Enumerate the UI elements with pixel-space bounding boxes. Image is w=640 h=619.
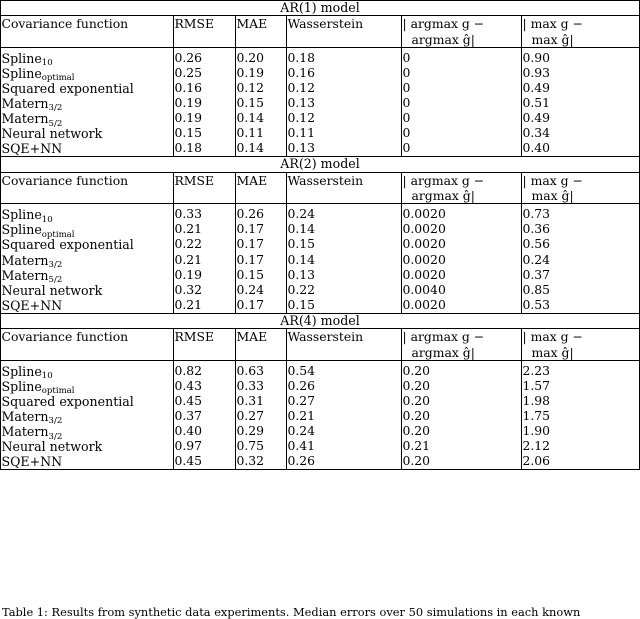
cell-covariance: Matern$_{3/2}$ — [1, 96, 174, 111]
section-title-row — [1, 313, 639, 328]
cell-argmax: 0.20 — [402, 454, 522, 470]
cell-rmse: 0.32 — [174, 283, 236, 298]
cell-mae: 0.17 — [236, 237, 287, 252]
cell-max: 2.23 — [522, 364, 639, 379]
cell-max: 2.06 — [522, 454, 639, 470]
cell-rmse: 0.16 — [174, 81, 236, 96]
col-header-max: | max g − max ĝ| — [522, 16, 639, 47]
table-row — [1, 253, 639, 268]
table-row — [1, 394, 639, 409]
cell-argmax: 0.20 — [402, 379, 522, 394]
cell-covariance: SQE+NN — [1, 454, 174, 470]
cell-max: 0.53 — [522, 298, 639, 314]
table-row — [1, 126, 639, 141]
cell-rmse: 0.19 — [174, 111, 236, 126]
table-row — [1, 51, 639, 66]
cell-wasserstein: 0.18 — [287, 51, 402, 66]
table-row — [1, 66, 639, 81]
cell-rmse: 0.21 — [174, 298, 236, 314]
cell-max: 1.57 — [522, 379, 639, 394]
cell-covariance: Squared exponential — [1, 237, 174, 252]
cell-covariance: Matern$_{3/2}$ — [1, 409, 174, 424]
cell-mae: 0.33 — [236, 379, 287, 394]
cell-argmax: 0.0020 — [402, 268, 522, 283]
cell-rmse: 0.21 — [174, 222, 236, 237]
cell-mae: 0.20 — [236, 51, 287, 66]
cell-argmax: 0 — [402, 66, 522, 81]
column-header-row — [1, 329, 639, 360]
cell-rmse: 0.97 — [174, 439, 236, 454]
table-row — [1, 283, 639, 298]
cell-mae: 0.15 — [236, 96, 287, 111]
cell-wasserstein: 0.24 — [287, 207, 402, 222]
section-title: AR(2) model — [1, 157, 639, 172]
cell-covariance: Matern$_{3/2}$ — [1, 253, 174, 268]
cell-rmse: 0.45 — [174, 454, 236, 470]
cell-rmse: 0.19 — [174, 96, 236, 111]
cell-wasserstein: 0.14 — [287, 253, 402, 268]
cell-rmse: 0.25 — [174, 66, 236, 81]
cell-argmax: 0.21 — [402, 439, 522, 454]
cell-rmse: 0.19 — [174, 268, 236, 283]
cell-wasserstein: 0.16 — [287, 66, 402, 81]
col-header-mae: MAE — [236, 16, 287, 47]
cell-max: 0.49 — [522, 81, 639, 96]
cell-mae: 0.63 — [236, 364, 287, 379]
col-header-max: | max g − max ĝ| — [522, 329, 639, 360]
cell-wasserstein: 0.13 — [287, 141, 402, 157]
cell-argmax: 0 — [402, 81, 522, 96]
cell-argmax: 0.0020 — [402, 237, 522, 252]
table-row — [1, 111, 639, 126]
cell-wasserstein: 0.11 — [287, 126, 402, 141]
col-header-rmse: RMSE — [174, 16, 236, 47]
cell-argmax: 0 — [402, 126, 522, 141]
cell-mae: 0.14 — [236, 111, 287, 126]
column-header-row — [1, 172, 639, 203]
cell-covariance: Squared exponential — [1, 81, 174, 96]
cell-argmax: 0 — [402, 111, 522, 126]
cell-argmax: 0.0020 — [402, 298, 522, 314]
cell-wasserstein: 0.27 — [287, 394, 402, 409]
cell-max: 0.37 — [522, 268, 639, 283]
cell-argmax: 0.0020 — [402, 222, 522, 237]
cell-mae: 0.17 — [236, 253, 287, 268]
cell-covariance: Spline$_{10}$ — [1, 364, 174, 379]
col-header-argmax: | argmax g − argmax ĝ| — [402, 16, 522, 47]
cell-max: 0.34 — [522, 126, 639, 141]
cell-rmse: 0.43 — [174, 379, 236, 394]
cell-mae: 0.31 — [236, 394, 287, 409]
cell-max: 1.75 — [522, 409, 639, 424]
cell-rmse: 0.15 — [174, 126, 236, 141]
cell-argmax: 0 — [402, 51, 522, 66]
table-row — [1, 379, 639, 394]
cell-wasserstein: 0.22 — [287, 283, 402, 298]
cell-max: 0.73 — [522, 207, 639, 222]
col-header-wasserstein: Wasserstein — [287, 329, 402, 360]
cell-covariance: Matern$_{5/2}$ — [1, 268, 174, 283]
column-header-row — [1, 16, 639, 47]
table-row — [1, 439, 639, 454]
cell-covariance: Matern$_{3/2}$ — [1, 424, 174, 439]
cell-wasserstein: 0.12 — [287, 81, 402, 96]
cell-wasserstein: 0.15 — [287, 298, 402, 314]
col-header-rmse: RMSE — [174, 172, 236, 203]
cell-covariance: Neural network — [1, 283, 174, 298]
cell-max: 2.12 — [522, 439, 639, 454]
cell-max: 0.90 — [522, 51, 639, 66]
cell-covariance: Spline$_{optimal}$ — [1, 379, 174, 394]
cell-max: 0.51 — [522, 96, 639, 111]
cell-max: 1.98 — [522, 394, 639, 409]
cell-max: 0.56 — [522, 237, 639, 252]
col-header-mae: MAE — [236, 329, 287, 360]
cell-covariance: SQE+NN — [1, 141, 174, 157]
table-row — [1, 207, 639, 222]
col-header-covariance: Covariance function — [1, 16, 174, 47]
cell-mae: 0.17 — [236, 222, 287, 237]
table-row — [1, 96, 639, 111]
cell-wasserstein: 0.24 — [287, 424, 402, 439]
cell-wasserstein: 0.26 — [287, 379, 402, 394]
col-header-mae: MAE — [236, 172, 287, 203]
section-title: AR(1) model — [1, 1, 639, 16]
cell-mae: 0.27 — [236, 409, 287, 424]
table-row — [1, 141, 639, 157]
table-caption: Table 1: Results from synthetic data experiments. Median errors over 50 simulations in each known — [2, 605, 581, 619]
cell-mae: 0.29 — [236, 424, 287, 439]
col-header-argmax: | argmax g − argmax ĝ| — [402, 172, 522, 203]
cell-wasserstein: 0.21 — [287, 409, 402, 424]
cell-mae: 0.15 — [236, 268, 287, 283]
cell-mae: 0.32 — [236, 454, 287, 470]
cell-rmse: 0.26 — [174, 51, 236, 66]
cell-max: 0.85 — [522, 283, 639, 298]
cell-rmse: 0.21 — [174, 253, 236, 268]
cell-mae: 0.11 — [236, 126, 287, 141]
cell-max: 1.90 — [522, 424, 639, 439]
col-header-wasserstein: Wasserstein — [287, 172, 402, 203]
cell-argmax: 0 — [402, 96, 522, 111]
cell-wasserstein: 0.14 — [287, 222, 402, 237]
table-row — [1, 237, 639, 252]
table-row — [1, 454, 639, 470]
cell-max: 0.24 — [522, 253, 639, 268]
cell-argmax: 0.0040 — [402, 283, 522, 298]
cell-mae: 0.17 — [236, 298, 287, 314]
col-header-max: | max g − max ĝ| — [522, 172, 639, 203]
section-title: AR(4) model — [1, 313, 639, 328]
cell-covariance: SQE+NN — [1, 298, 174, 314]
cell-argmax: 0.20 — [402, 409, 522, 424]
col-header-covariance: Covariance function — [1, 329, 174, 360]
cell-mae: 0.24 — [236, 283, 287, 298]
cell-argmax: 0.0020 — [402, 207, 522, 222]
cell-rmse: 0.33 — [174, 207, 236, 222]
cell-wasserstein: 0.12 — [287, 111, 402, 126]
cell-max: 0.49 — [522, 111, 639, 126]
table-row — [1, 268, 639, 283]
table-row — [1, 298, 639, 314]
cell-rmse: 0.22 — [174, 237, 236, 252]
cell-covariance: Spline$_{10}$ — [1, 51, 174, 66]
table-row — [1, 364, 639, 379]
cell-wasserstein: 0.41 — [287, 439, 402, 454]
cell-rmse: 0.40 — [174, 424, 236, 439]
cell-rmse: 0.37 — [174, 409, 236, 424]
cell-max: 0.93 — [522, 66, 639, 81]
cell-rmse: 0.18 — [174, 141, 236, 157]
cell-mae: 0.12 — [236, 81, 287, 96]
cell-argmax: 0.20 — [402, 424, 522, 439]
cell-covariance: Matern$_{5/2}$ — [1, 111, 174, 126]
cell-argmax: 0.20 — [402, 394, 522, 409]
cell-rmse: 0.45 — [174, 394, 236, 409]
table-row — [1, 81, 639, 96]
col-header-rmse: RMSE — [174, 329, 236, 360]
cell-covariance: Spline$_{optimal}$ — [1, 66, 174, 81]
cell-covariance: Neural network — [1, 126, 174, 141]
cell-wasserstein: 0.54 — [287, 364, 402, 379]
cell-mae: 0.26 — [236, 207, 287, 222]
cell-mae: 0.75 — [236, 439, 287, 454]
cell-mae: 0.14 — [236, 141, 287, 157]
cell-argmax: 0 — [402, 141, 522, 157]
cell-max: 0.40 — [522, 141, 639, 157]
col-header-covariance: Covariance function — [1, 172, 174, 203]
cell-wasserstein: 0.26 — [287, 454, 402, 470]
section-title-row — [1, 1, 639, 16]
cell-argmax: 0.20 — [402, 364, 522, 379]
table-row — [1, 424, 639, 439]
cell-mae: 0.19 — [236, 66, 287, 81]
cell-wasserstein: 0.13 — [287, 96, 402, 111]
col-header-wasserstein: Wasserstein — [287, 16, 402, 47]
cell-covariance: Neural network — [1, 439, 174, 454]
col-header-argmax: | argmax g − argmax ĝ| — [402, 329, 522, 360]
cell-wasserstein: 0.13 — [287, 268, 402, 283]
cell-covariance: Squared exponential — [1, 394, 174, 409]
cell-covariance: Spline$_{optimal}$ — [1, 222, 174, 237]
cell-wasserstein: 0.15 — [287, 237, 402, 252]
cell-max: 0.36 — [522, 222, 639, 237]
table-row — [1, 409, 639, 424]
cell-rmse: 0.82 — [174, 364, 236, 379]
section-title-row — [1, 157, 639, 172]
cell-covariance: Spline$_{10}$ — [1, 207, 174, 222]
cell-argmax: 0.0020 — [402, 253, 522, 268]
table-row — [1, 222, 639, 237]
